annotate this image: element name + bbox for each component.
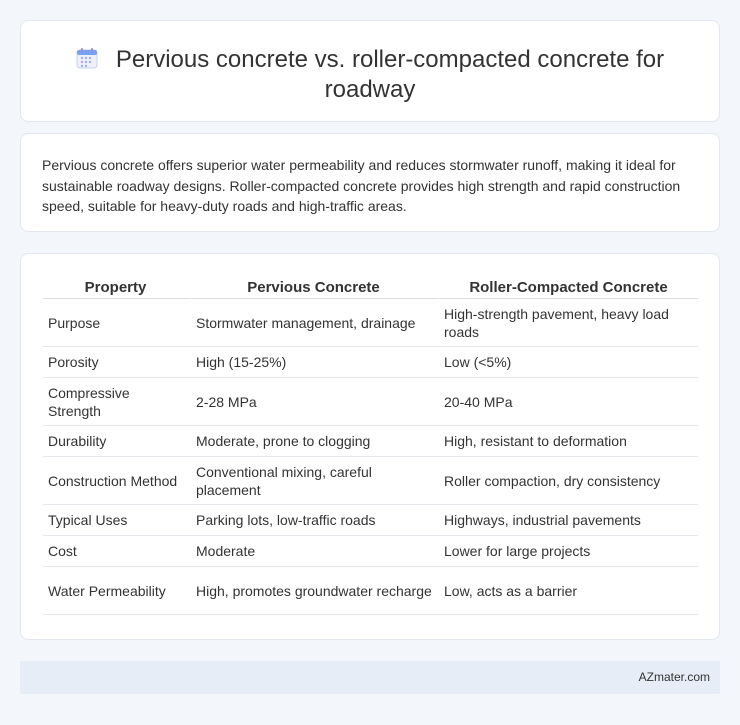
table-row [43, 426, 698, 457]
property-cell: Cost [43, 536, 188, 567]
property-cell: Compressive Strength [43, 378, 188, 426]
title-wrap [21, 45, 719, 105]
table-row [43, 347, 698, 378]
calendar-icon [76, 47, 98, 69]
table-row [43, 299, 698, 347]
property-cell: Water Permeability [43, 567, 188, 615]
summary-text: Pervious concrete offers superior water permeability and reduces stormwater runoff, making it ideal for sustainable roadway designs. Roller-compacted concrete provides high strength and rapid construction speed, suitable for heavy-duty roads and high-traffic areas. [42, 157, 681, 214]
pervious-cell: 2-28 MPa [191, 378, 436, 426]
property-cell: Construction Method [43, 457, 188, 505]
pervious-cell: High (15-25%) [191, 347, 436, 378]
table-row [43, 378, 698, 426]
pervious-cell: Parking lots, low-traffic roads [191, 505, 436, 536]
page-title: Pervious concrete vs. roller-compacted concrete for roadway [115, 46, 665, 103]
pervious-cell: High, promotes groundwater recharge [191, 567, 436, 615]
rcc-cell: Low, acts as a barrier [439, 567, 698, 615]
title-card [20, 20, 720, 122]
pervious-cell: Conventional mixing, careful placement [191, 457, 436, 505]
table-header-row [43, 277, 698, 299]
property-cell: Porosity [43, 347, 188, 378]
rcc-cell: Low (<5%) [439, 347, 698, 378]
rcc-cell: Highways, industrial pavements [439, 505, 698, 536]
table-row [43, 567, 698, 615]
column-header-rcc: Roller-Compacted Concrete [439, 277, 698, 299]
pervious-cell: Moderate [191, 536, 436, 567]
table-row [43, 505, 698, 536]
column-header-property: Property [43, 277, 188, 299]
summary-card [20, 133, 720, 232]
column-header-pervious: Pervious Concrete [191, 277, 436, 299]
table-card [20, 253, 720, 640]
pervious-cell: Stormwater management, drainage [191, 299, 436, 347]
table-row [43, 457, 698, 505]
rcc-cell: High-strength pavement, heavy load roads [439, 299, 698, 347]
pervious-cell: Moderate, prone to clogging [191, 426, 436, 457]
rcc-cell: Lower for large projects [439, 536, 698, 567]
rcc-cell: High, resistant to deformation [439, 426, 698, 457]
rcc-cell: Roller compaction, dry consistency [439, 457, 698, 505]
table-row [43, 536, 698, 567]
footer-bar [20, 661, 720, 694]
property-cell: Durability [43, 426, 188, 457]
property-cell: Purpose [43, 299, 188, 347]
rcc-cell: 20-40 MPa [439, 378, 698, 426]
footer-brand: AZmater.com [638, 670, 710, 684]
comparison-table [43, 277, 698, 615]
property-cell: Typical Uses [43, 505, 188, 536]
